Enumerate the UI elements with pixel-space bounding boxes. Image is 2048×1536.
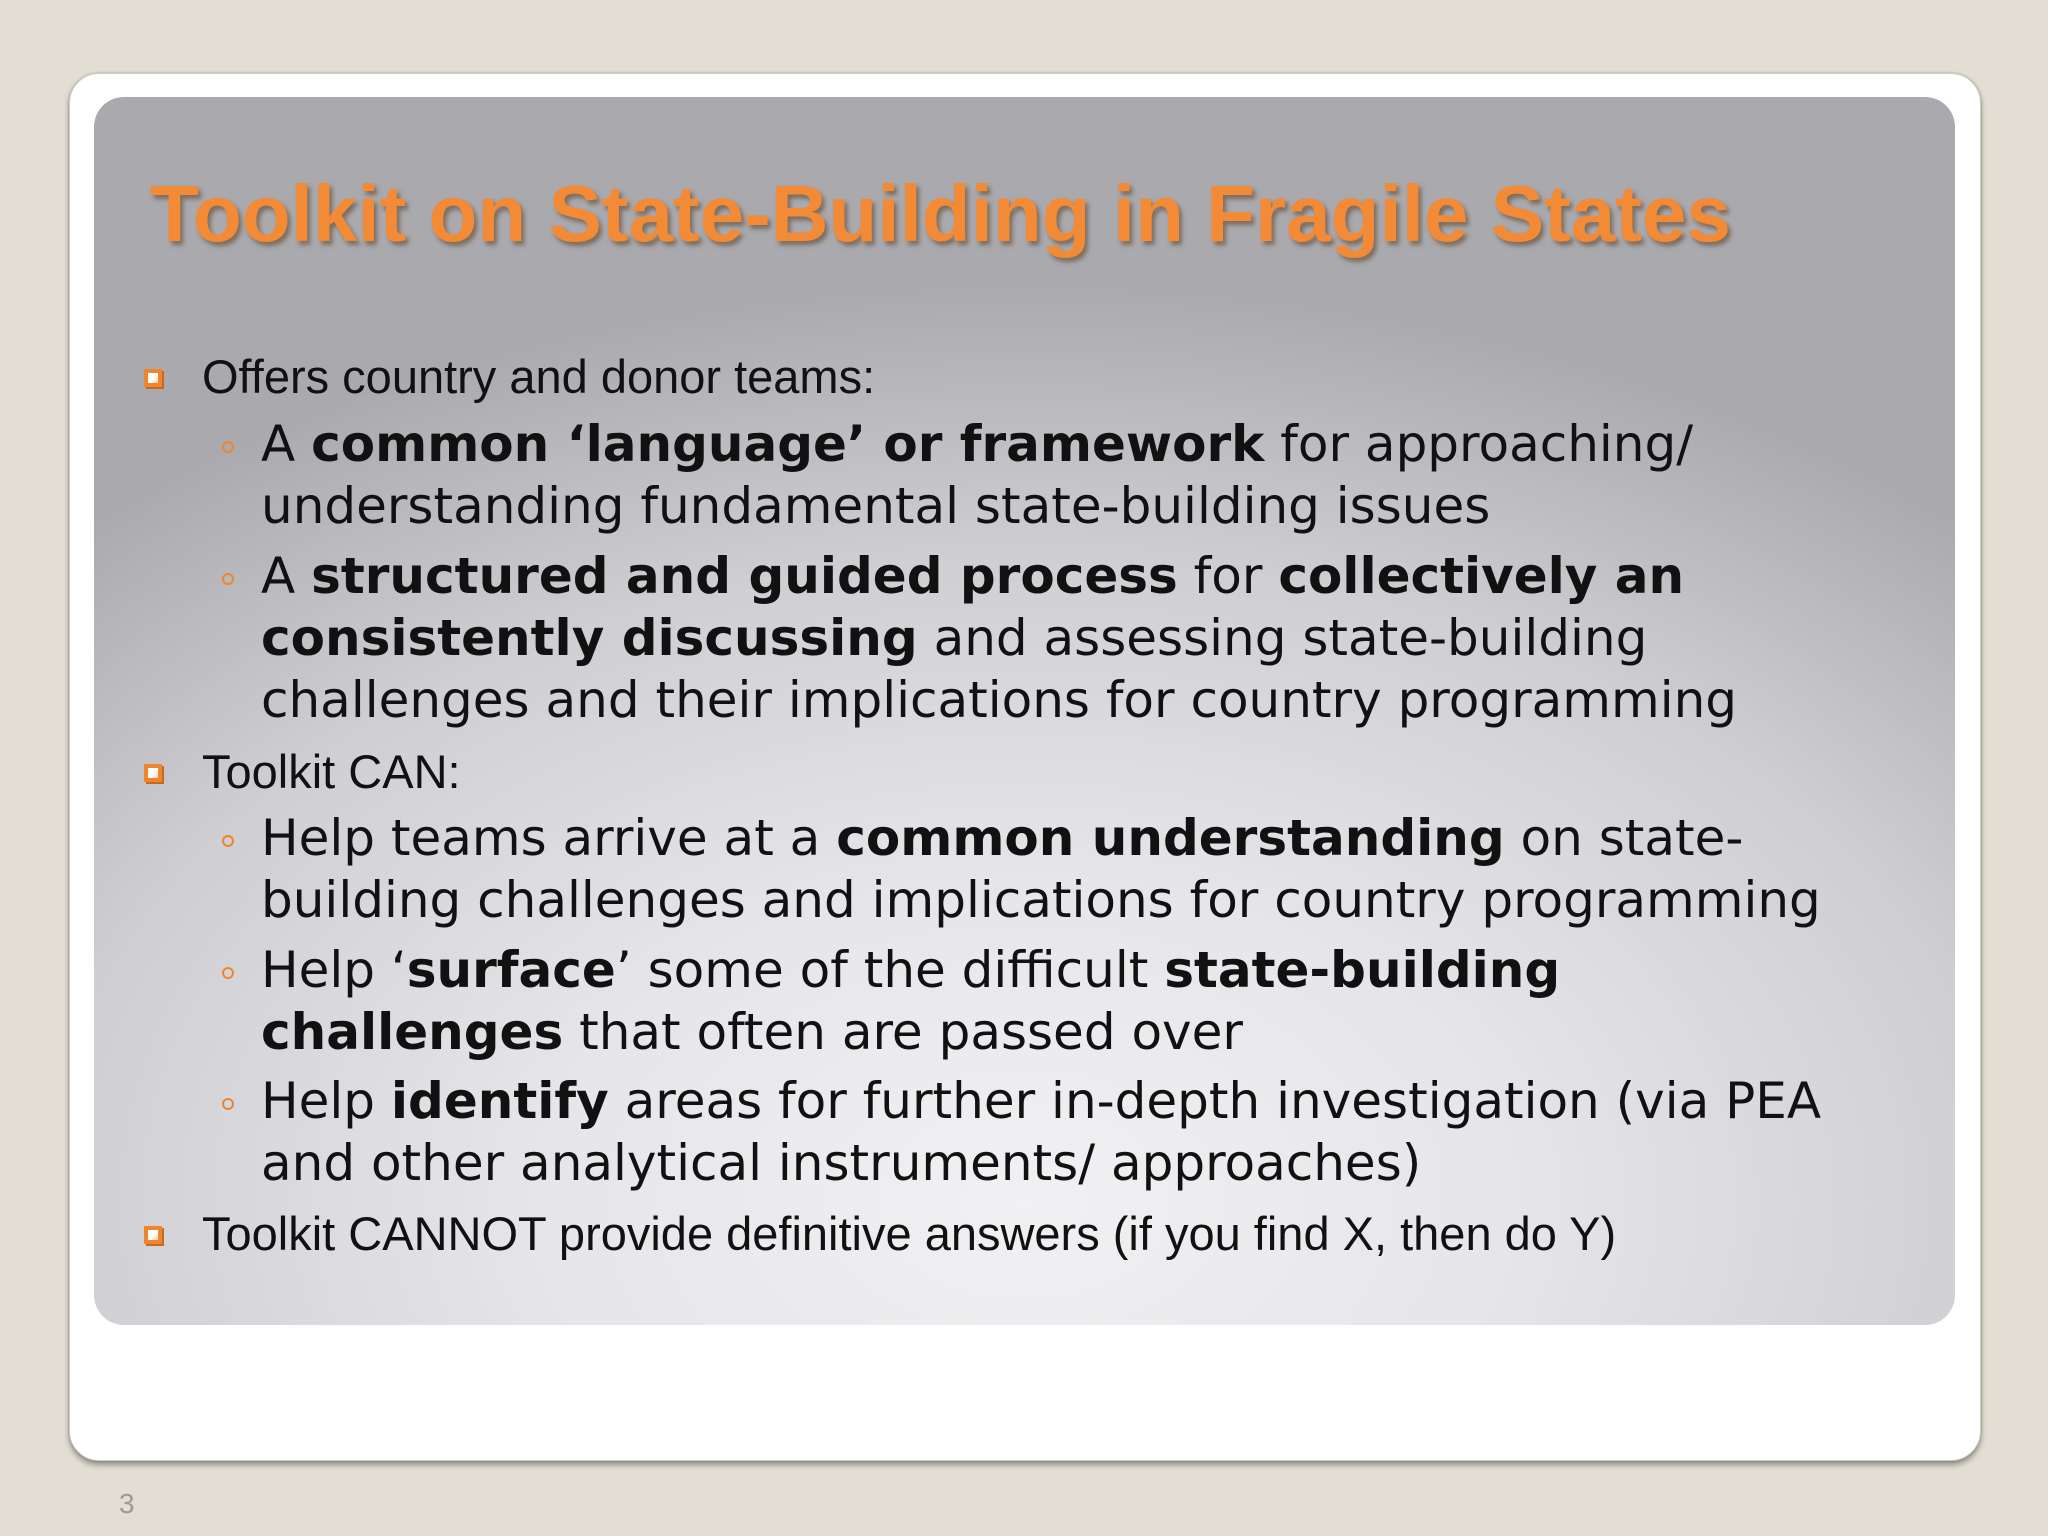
slide-title: Toolkit on State-Building in Fragile States (150, 169, 1731, 258)
hollow-circle-icon (222, 441, 234, 453)
hollow-circle-icon (222, 967, 234, 979)
hollow-circle-icon (222, 835, 234, 847)
hollow-circle-icon (222, 1098, 234, 1110)
checkbox-square-icon (144, 1226, 162, 1244)
hollow-circle-icon (222, 573, 234, 585)
page-number: 3 (119, 1488, 135, 1519)
checkbox-square-icon (144, 764, 162, 782)
slide-panel: Toolkit on State-Building in Fragile States Offers country and donor teams: A common ‘language’ or framework for approaching/ understanding fundamental state-building issues A structured and guided process for collectively an consistently discussing and assessing state-building challenges and their implications for country programming Toolkit CAN: Help teams arrive at a common understanding on state- building challenges and implications for country programming Help ‘surface’ some of the difficult state-building challenges that often are passed over Help identify areas for further in-depth investigation (via PEA and other analytical instruments/ approaches) Toolkit CANNOT provide definitive answers (if you find X, then do Y) (94, 97, 1955, 1325)
checkbox-square-icon (144, 369, 162, 387)
